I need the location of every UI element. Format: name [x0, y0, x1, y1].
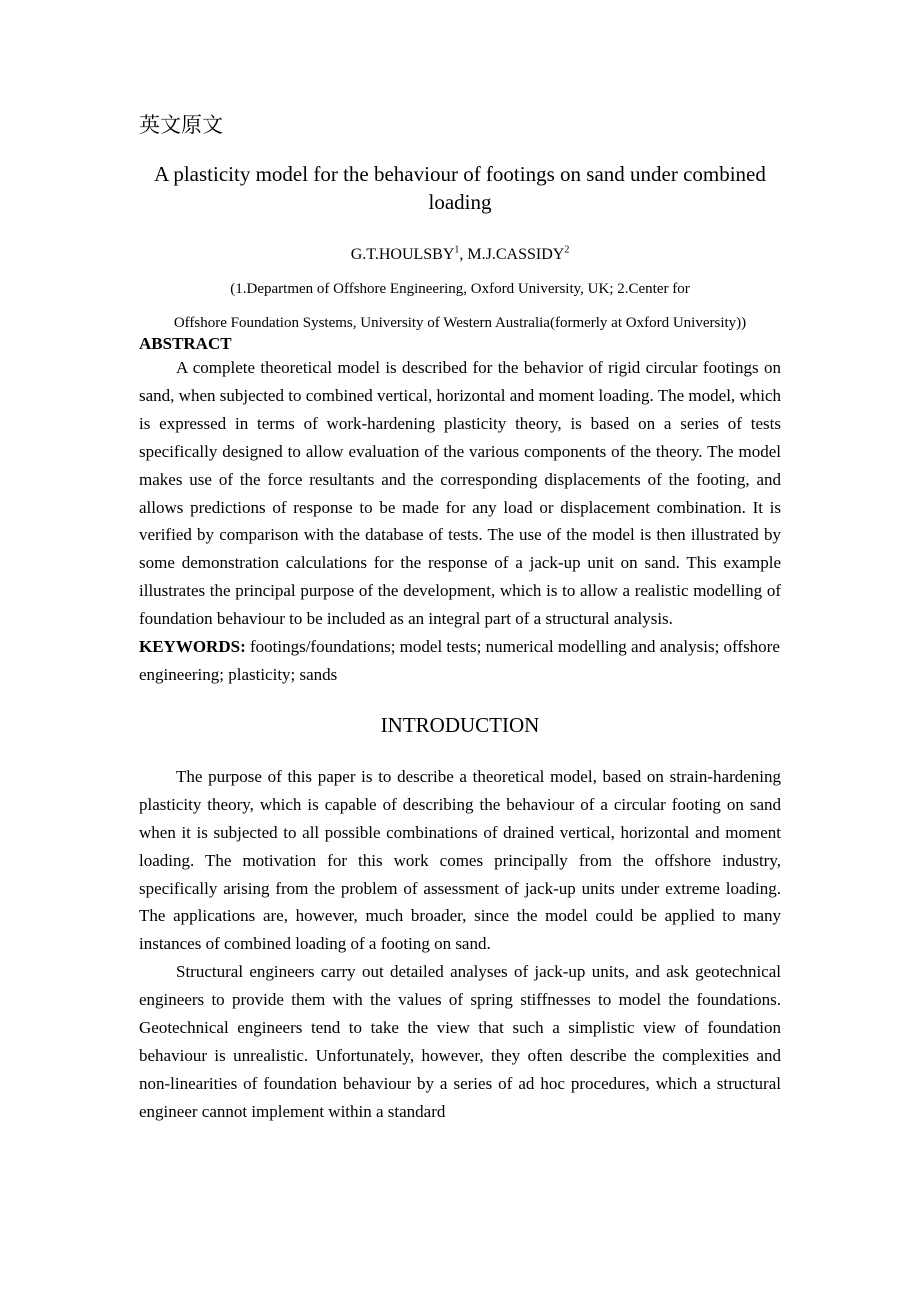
keywords-label: KEYWORDS:	[139, 637, 246, 657]
body-paragraph: Structural engineers carry out detailed analyses of jack-up units, and ask geotechnical engineers to provide them with the values of spring stiffnesses to model the foundations. Geotechnical engineers tend to take the view that such a simplistic view of foundation behaviour is unrealistic. Unfortunately, however, they often describe the complexities and non-linearities of foundation behaviour by a series of ad hoc procedures, which a structural engineer cannot implement within a standard	[139, 962, 781, 1121]
body-paragraph: The purpose of this paper is to describe a theoretical model, based on strain-hardening plasticity theory, which is capable of describing the behaviour of a circular footing on sand when it is subjected to all possible combinations of drained vertical, horizontal and moment loading. The motivation for this work comes principally from the offshore industry, specifically arising from the problem of assessment of jack-up units under extreme loading. The applications are, however, much broader, since the model could be applied to many instances of combined loading of a footing on sand.	[139, 766, 781, 954]
paper-title: A plasticity model for the behaviour of footings on sand under combined loading	[154, 162, 766, 214]
keywords-line	[139, 633, 781, 689]
document-page	[139, 110, 781, 1126]
introduction-heading: INTRODUCTION	[380, 712, 540, 737]
introduction-body	[139, 763, 781, 1126]
section-label: 英文原文	[139, 113, 223, 137]
author-list	[139, 244, 781, 266]
affiliation-marker: 1	[454, 244, 460, 256]
author-separator: ,	[459, 246, 468, 263]
abstract-heading: ABSTRACT	[139, 334, 232, 353]
keywords-text: footings/foundations; model tests; numerical modelling and analysis; offshore engineering; plasticity; sands	[139, 637, 780, 684]
abstract-text: A complete theoretical model is described for the behavior of rigid circular footings on sand, when subjected to combined vertical, horizontal and moment loading. The model, which is expressed in terms of work-hardening plasticity theory, is based on a series of tests specifically designed to allow evaluation of the various components of the theory. The model makes use of the force resultants and the corresponding displacements of the footing, and allows predictions of response to be made for any load or displacement combination. It is verified by comparison with the database of tests. The use of the model is then illustrated by some demonstration calculations for the response of a jack-up unit on sand. This example illustrates the principal purpose of the development, which is to allow a realistic modelling of foundation behaviour to be included as an integral part of a structural analysis.	[139, 358, 781, 629]
affiliation-line: Offshore Foundation Systems, University of Western Australia(formerly at Oxford University))	[173, 315, 747, 331]
author-name: G.T.HOULSBY	[350, 246, 455, 263]
author-name: M.J.CASSIDY	[467, 246, 565, 263]
affiliation-marker: 2	[564, 244, 570, 256]
affiliation-line: (1.Departmen of Offshore Engineering, Oxford University, UK; 2.Center for	[230, 281, 690, 297]
affiliation-block	[117, 278, 803, 334]
